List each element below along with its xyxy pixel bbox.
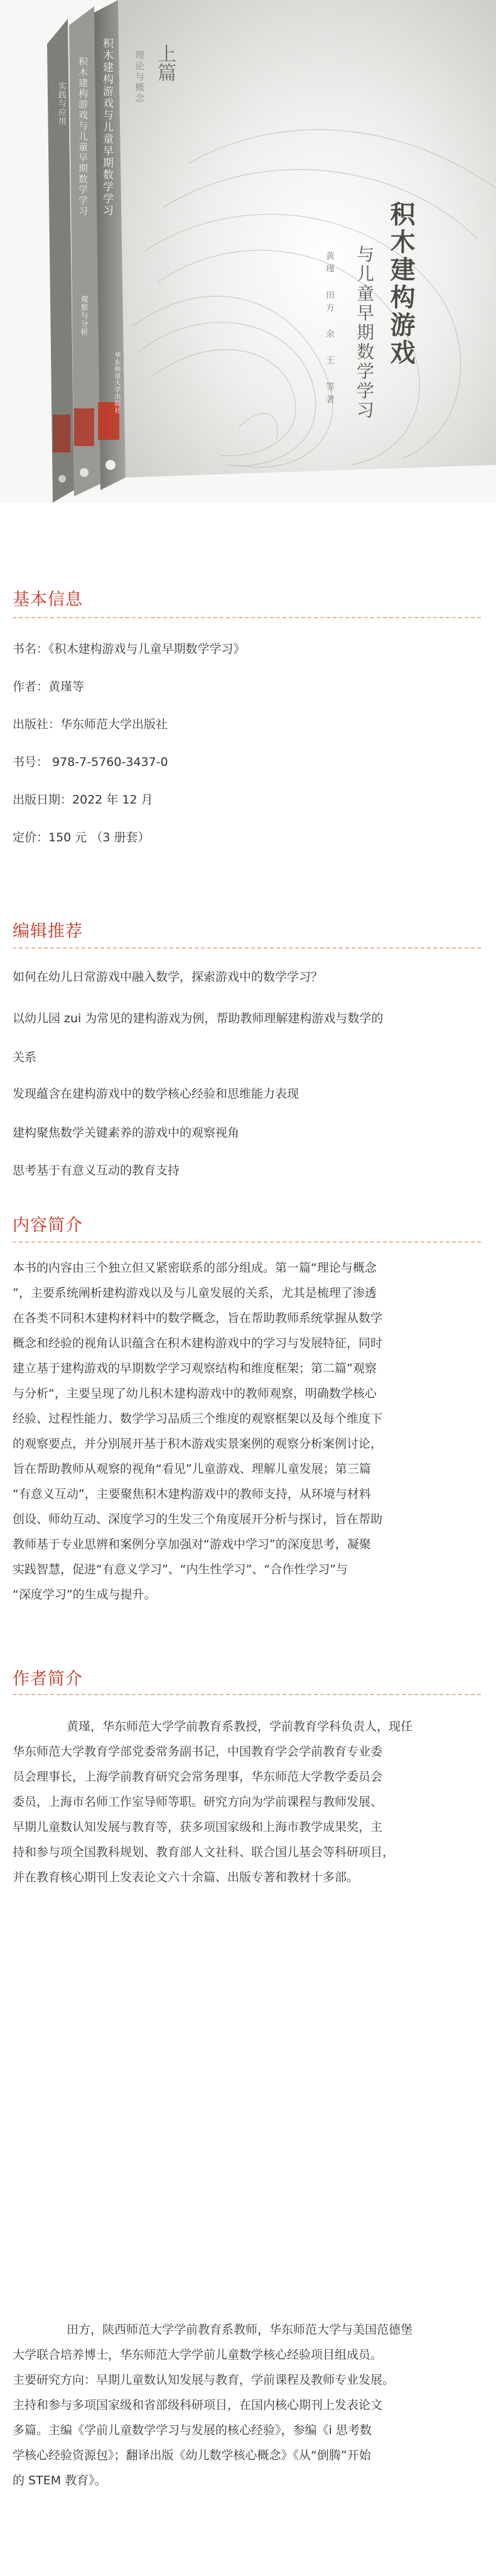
middle-spine-title: 积木建构游戏与儿童早期数学学习: [77, 57, 89, 217]
info-author: 作者：黄瑾等: [13, 680, 85, 694]
cover-title-sub: 与儿童早期数学学习: [354, 245, 375, 420]
basic-info-divider: [13, 617, 483, 618]
bio-line: 多篇。主编《学前儿童数学学习与发展的核心经验》，参编《i 思考数: [13, 2423, 372, 2437]
intro-line: 建立基于建构游戏的早期数学学习观察结构和维度框架；第二篇”观察: [13, 1362, 377, 1375]
front-spine-title: 积木建构游戏与儿童早期数学学习: [100, 38, 113, 217]
bio-line: 持和参与项全国教科规划、教育部人文社科、联合国儿基会等科研项目，: [13, 1845, 395, 1859]
bio-line: 并在教育核心期刊上发表论文六十余篇、出版专著和教材十多部。: [13, 1870, 359, 1884]
intro-line: 与分析“，主要呈现了幼儿积木建构游戏中的教师观察，明确数学核心: [13, 1387, 377, 1400]
cover-publisher-mark: 华东师范大学出版社: [113, 352, 120, 414]
recommend-line-1: 如何在幼儿日常游戏中融入数学，探索游戏中的数学学习？: [13, 970, 323, 984]
author-intro-heading: 作者简介: [13, 1669, 83, 1689]
cover-title-main: 积木建构游戏: [386, 201, 416, 367]
recommend-line-2: 以幼儿园 zui 为常见的建构游戏为例，帮助教师理解建构游戏与数学的: [13, 1012, 384, 1025]
info-price: 定价：150 元 （3 册套）: [13, 831, 150, 844]
bio-line: 主持和参与多项国家级和省部级科研项目，在国内核心期刊上发表论文: [13, 2398, 383, 2412]
book-set-illustration: [0, 0, 496, 503]
intro-line: 概念和经验的视角认识蕴含在积木建构游戏中的学习与发展特征，同时: [13, 1336, 383, 1350]
recommend-line-3: 关系: [13, 1051, 37, 1064]
editor-recommend-divider: [13, 947, 483, 949]
intro-line: “有意义互动”，主要聚焦积木建构游戏中的教师支持，从环境与材料: [13, 1487, 371, 1501]
content-intro-heading: 内容简介: [13, 1216, 83, 1235]
intro-line: 创设、师幼互动、深度学习的生发三个角度展开分析与探讨，旨在帮助: [13, 1512, 383, 1526]
intro-line: 在各类不同积木建构材料中的数学概念，旨在帮助教师系统掌握从数学: [13, 1311, 383, 1325]
recommend-line-4: 发现蕴含在建构游戏中的数学核心经验和思维能力表现: [13, 1087, 299, 1101]
author-huang-bio: [13, 1714, 487, 1890]
middle-spine-part-label: 观察与分析: [80, 295, 89, 336]
back-spine-part-label: 实践与应用: [57, 82, 66, 126]
intro-line: ”，主要系统阐析建构游戏以及与儿童发展的关系，尤其是梳理了渗透: [13, 1286, 377, 1300]
recommend-line-5: 建构聚焦数学关键素养的游戏中的观察视角: [13, 1126, 240, 1140]
info-isbn: 书号： 978-7-5760-3437-0: [13, 755, 168, 769]
basic-info-heading: 基本信息: [13, 590, 83, 609]
bio-line: 田方，陕西师范大学学前教育系教师，华东师范大学与美国范德堡: [67, 2323, 413, 2337]
info-publisher: 出版社：华东师范大学出版社: [13, 718, 168, 731]
intro-line: 旨在帮助教师从观察的视角“看见”儿童游戏、理解儿童发展；第三篇: [13, 1462, 371, 1476]
bio-line: 委员，上海市名师工作室导师等职。研究方向为学前课程与教师发展、: [13, 1795, 383, 1809]
cover-authors: 黄瑾 田方 余 王 等著: [325, 251, 335, 407]
publisher-logo-icon: [105, 460, 116, 470]
cover-part-label: 上篇: [154, 44, 176, 82]
bio-line: 的 STEM 教育》。: [13, 2474, 107, 2487]
author-tian-bio: [13, 2317, 487, 2493]
content-intro-divider: [13, 1242, 483, 1243]
editor-recommend-heading: 编辑推荐: [13, 922, 83, 941]
intro-line: 本书的内容由三个独立但又紧密联系的部分组成。第一篇“理论与概念: [13, 1261, 377, 1275]
bio-line: 员会理事长，上海学前教育研究会常务理事，华东师范大学教学委员会: [13, 1770, 383, 1784]
bio-line: 华东师范大学教育学部党委常务副书记，中国教育学会学前教育专业委: [13, 1745, 383, 1759]
intro-line: “深度学习”的生成与提升。: [13, 1588, 156, 1602]
intro-line: 实践智慧，促进“有意义学习”、“内生性学习”、“合作性学习”与: [13, 1563, 348, 1576]
bio-line: 早期儿童数认知发展与教育等，获多项国家级和上海市教学成果奖，主: [13, 1820, 383, 1834]
info-publish-date: 出版日期：2022 年 12 月: [13, 793, 153, 807]
intro-line: 的观察要点，并分别展开基于积木游戏实景案例的观察分析案例讨论，: [13, 1437, 383, 1451]
bio-line: 主要研究方向：早期儿童数认知发展与教育，学前课程及教师专业发展。: [13, 2373, 395, 2387]
bio-line: 大学联合培养博士，华东师范大学学前儿童数学核心经验项目组成员。: [13, 2348, 383, 2362]
recommend-line-6: 思考基于有意义互动的教育支持: [13, 1164, 180, 1177]
bio-line: 黄瑾，华东师范大学学前教育系教授，学前教育学科负责人，现任: [67, 1720, 413, 1733]
cover-part-subtitle: 理论与概念: [134, 50, 145, 104]
intro-line: 经验、过程性能力、数学学习品质三个维度的观察框架以及每个维度下: [13, 1412, 383, 1426]
bio-line: 学核心经验资源包》；翻译出版《幼儿数学核心概念》《从“倒腾”开始: [13, 2448, 371, 2462]
author-intro-divider: [13, 1694, 483, 1695]
info-book-title: 书名：《积木建构游戏与儿童早期数学学习》: [13, 642, 245, 656]
book-cover-image: [0, 0, 496, 503]
intro-line: 教师基于专业思辨和案例分享加强对“游戏中学习”的深度思考，凝聚: [13, 1537, 371, 1551]
content-intro-body: [13, 1255, 487, 1607]
